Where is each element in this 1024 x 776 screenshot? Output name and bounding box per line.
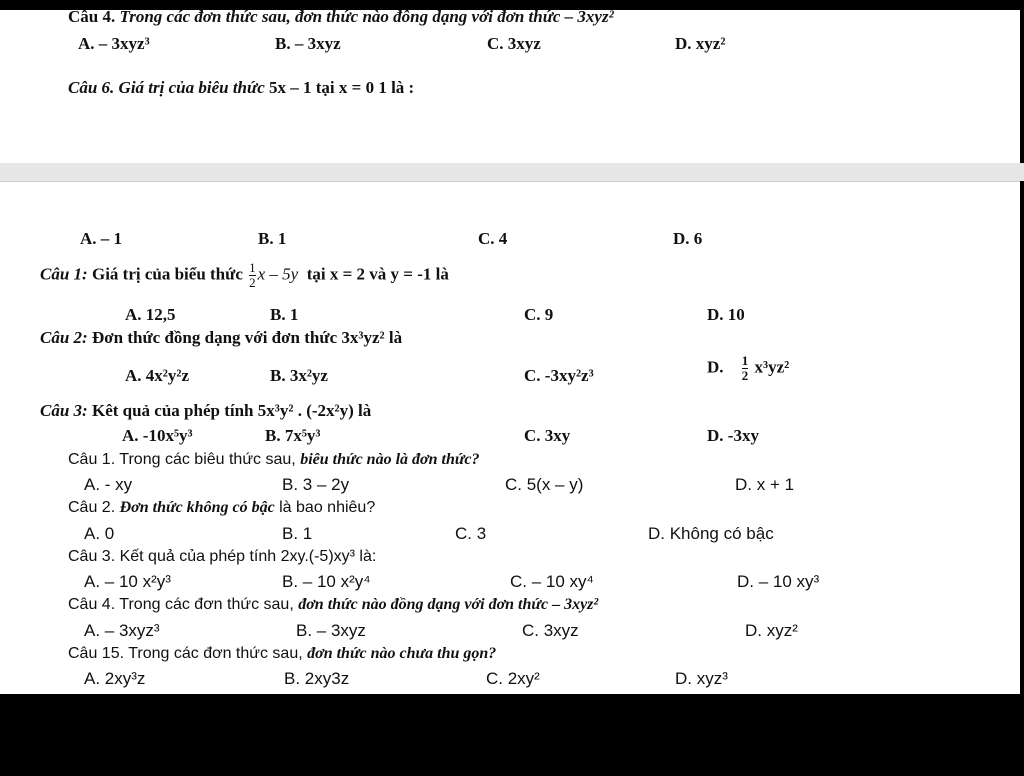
q2-option-d-fraction [742,354,749,383]
q3-text: Kêt quả của phép tính 5x³y² . (-2x²y) là [91,401,372,420]
c15-option-b: B. 2xy3z [284,669,350,688]
q1-option-b: B. 1 [270,305,299,324]
q4-heading [68,7,614,27]
q1-fraction-denominator: 2 [249,275,256,290]
c2-option-a: A. 0 [84,524,115,543]
c2-text-b: Đơn thức không có bậc [119,499,275,516]
q1-option-c: C. 9 [524,305,554,324]
q1-option-a: A. 12,5 [125,305,176,324]
c3-option-a: A. – 10 x²y³ [84,572,171,591]
q2-option-a: A. 4x²y²z [125,366,190,385]
c3-heading [68,548,376,566]
row0-option-c: C. 4 [478,229,508,248]
c1-text-a: Câu 1. Trong các biêu thức sau, [68,451,296,468]
q2-option-b: B. 3x²yz [270,366,328,385]
q1-expression: x – 5y [257,264,299,284]
c4-text-a: Câu 4. Trong các đơn thức sau, [68,596,294,613]
q4-option-a: A. – 3xyz³ [78,34,150,53]
q6-expression: 5x – 1 [269,78,312,97]
q2-option-d [707,354,789,383]
row0-option-a: A. – 1 [80,229,123,248]
c2-option-b: B. 1 [282,524,313,543]
c1-text-b: biêu thức nào là đơn thức? [300,451,480,468]
q2-heading [40,328,402,348]
q6-heading [68,78,414,98]
row0-option-d: D. 6 [673,229,703,248]
q1-label: Câu 1: [40,264,88,284]
q3-option-b: B. 7x⁵y³ [265,426,321,445]
q1-fraction-numerator: 1 [249,260,256,275]
q6-tail: tại x = 0 1 là : [315,78,415,97]
q4-option-c: C. 3xyz [487,34,541,53]
q4-label: Câu 4. [68,7,116,26]
bottom-question-panel [0,181,1020,694]
c15-text-b: đơn thức nào chưa thu gọn? [307,645,497,662]
q4-option-b: B. – 3xyz [275,34,341,53]
c2-text-c: là bao nhiêu? [279,499,376,516]
q3-heading [40,401,371,421]
top-question-panel [0,7,1020,164]
q1-option-d: D. 10 [707,305,745,324]
c4-option-d: D. xyz² [745,621,798,640]
q2-option-d-denominator: 2 [741,368,749,383]
c2-option-c: C. 3 [455,524,487,543]
q6-text: Câu 6. Giá trị của biêu thức [68,78,265,97]
c15-option-d: D. xyz³ [675,669,728,688]
c4-option-a: A. – 3xyz³ [84,621,160,640]
q3-option-c: C. 3xy [524,426,571,445]
c1-option-d: D. x + 1 [735,475,795,494]
c4-heading [68,596,598,614]
q2-option-d-expression: x³yz² [754,357,790,377]
q1-tail: tại x = 2 và y = -1 là [306,264,449,284]
c1-heading [68,451,480,469]
q3-option-d: D. -3xy [707,426,759,445]
q1-text: Giá trị của biểu thức [91,264,243,284]
q2-option-d-prefix: D. [707,357,724,377]
c15-option-a: A. 2xy³z [84,669,146,688]
panel-divider [0,163,1024,181]
c4-option-c: C. 3xyz [522,621,579,640]
c15-text-a: Câu 15. Trong các đơn thức sau, [68,645,303,662]
c15-option-c: C. 2xy² [486,669,540,688]
c2-text-a: Câu 2. [68,499,116,516]
c4-option-b: B. – 3xyz [296,621,366,640]
q2-option-d-numerator: 1 [741,353,749,368]
q2-option-c: C. -3xy²z³ [524,366,594,385]
q2-label: Câu 2: [40,328,88,347]
c2-heading [68,499,375,517]
q3-label: Câu 3: [40,401,88,420]
q1-heading [40,261,449,290]
row0-option-b: B. 1 [258,229,287,248]
q4-text: Trong các đơn thức sau, đơn thức nào đông dạng với đơn thức – 3xyz² [119,7,614,26]
c3-option-b: B. – 10 x²y⁴ [282,572,371,591]
c1-option-a: A. - xy [84,475,133,494]
c3-text: Câu 3. Kết quả của phép tính 2xy.(-5)xy³ là: [68,548,377,565]
c2-option-d: D. Không có bậc [648,524,774,543]
q3-option-a: A. -10x⁵y³ [122,426,193,445]
c3-option-c: C. – 10 xy⁴ [510,572,594,591]
c1-option-c: C. 5(x – y) [505,475,584,494]
c15-heading [68,645,496,663]
c4-text-b: đơn thức nào đồng dạng với đơn thức – 3xyz² [298,596,599,613]
q4-option-d: D. xyz² [675,34,726,53]
q1-fraction [249,261,256,290]
c3-option-d: D. – 10 xy³ [737,572,820,591]
c1-option-b: B. 3 – 2y [282,475,350,494]
q2-text: Đơn thức đồng dạng với đơn thức 3x³yz² là [91,328,403,347]
